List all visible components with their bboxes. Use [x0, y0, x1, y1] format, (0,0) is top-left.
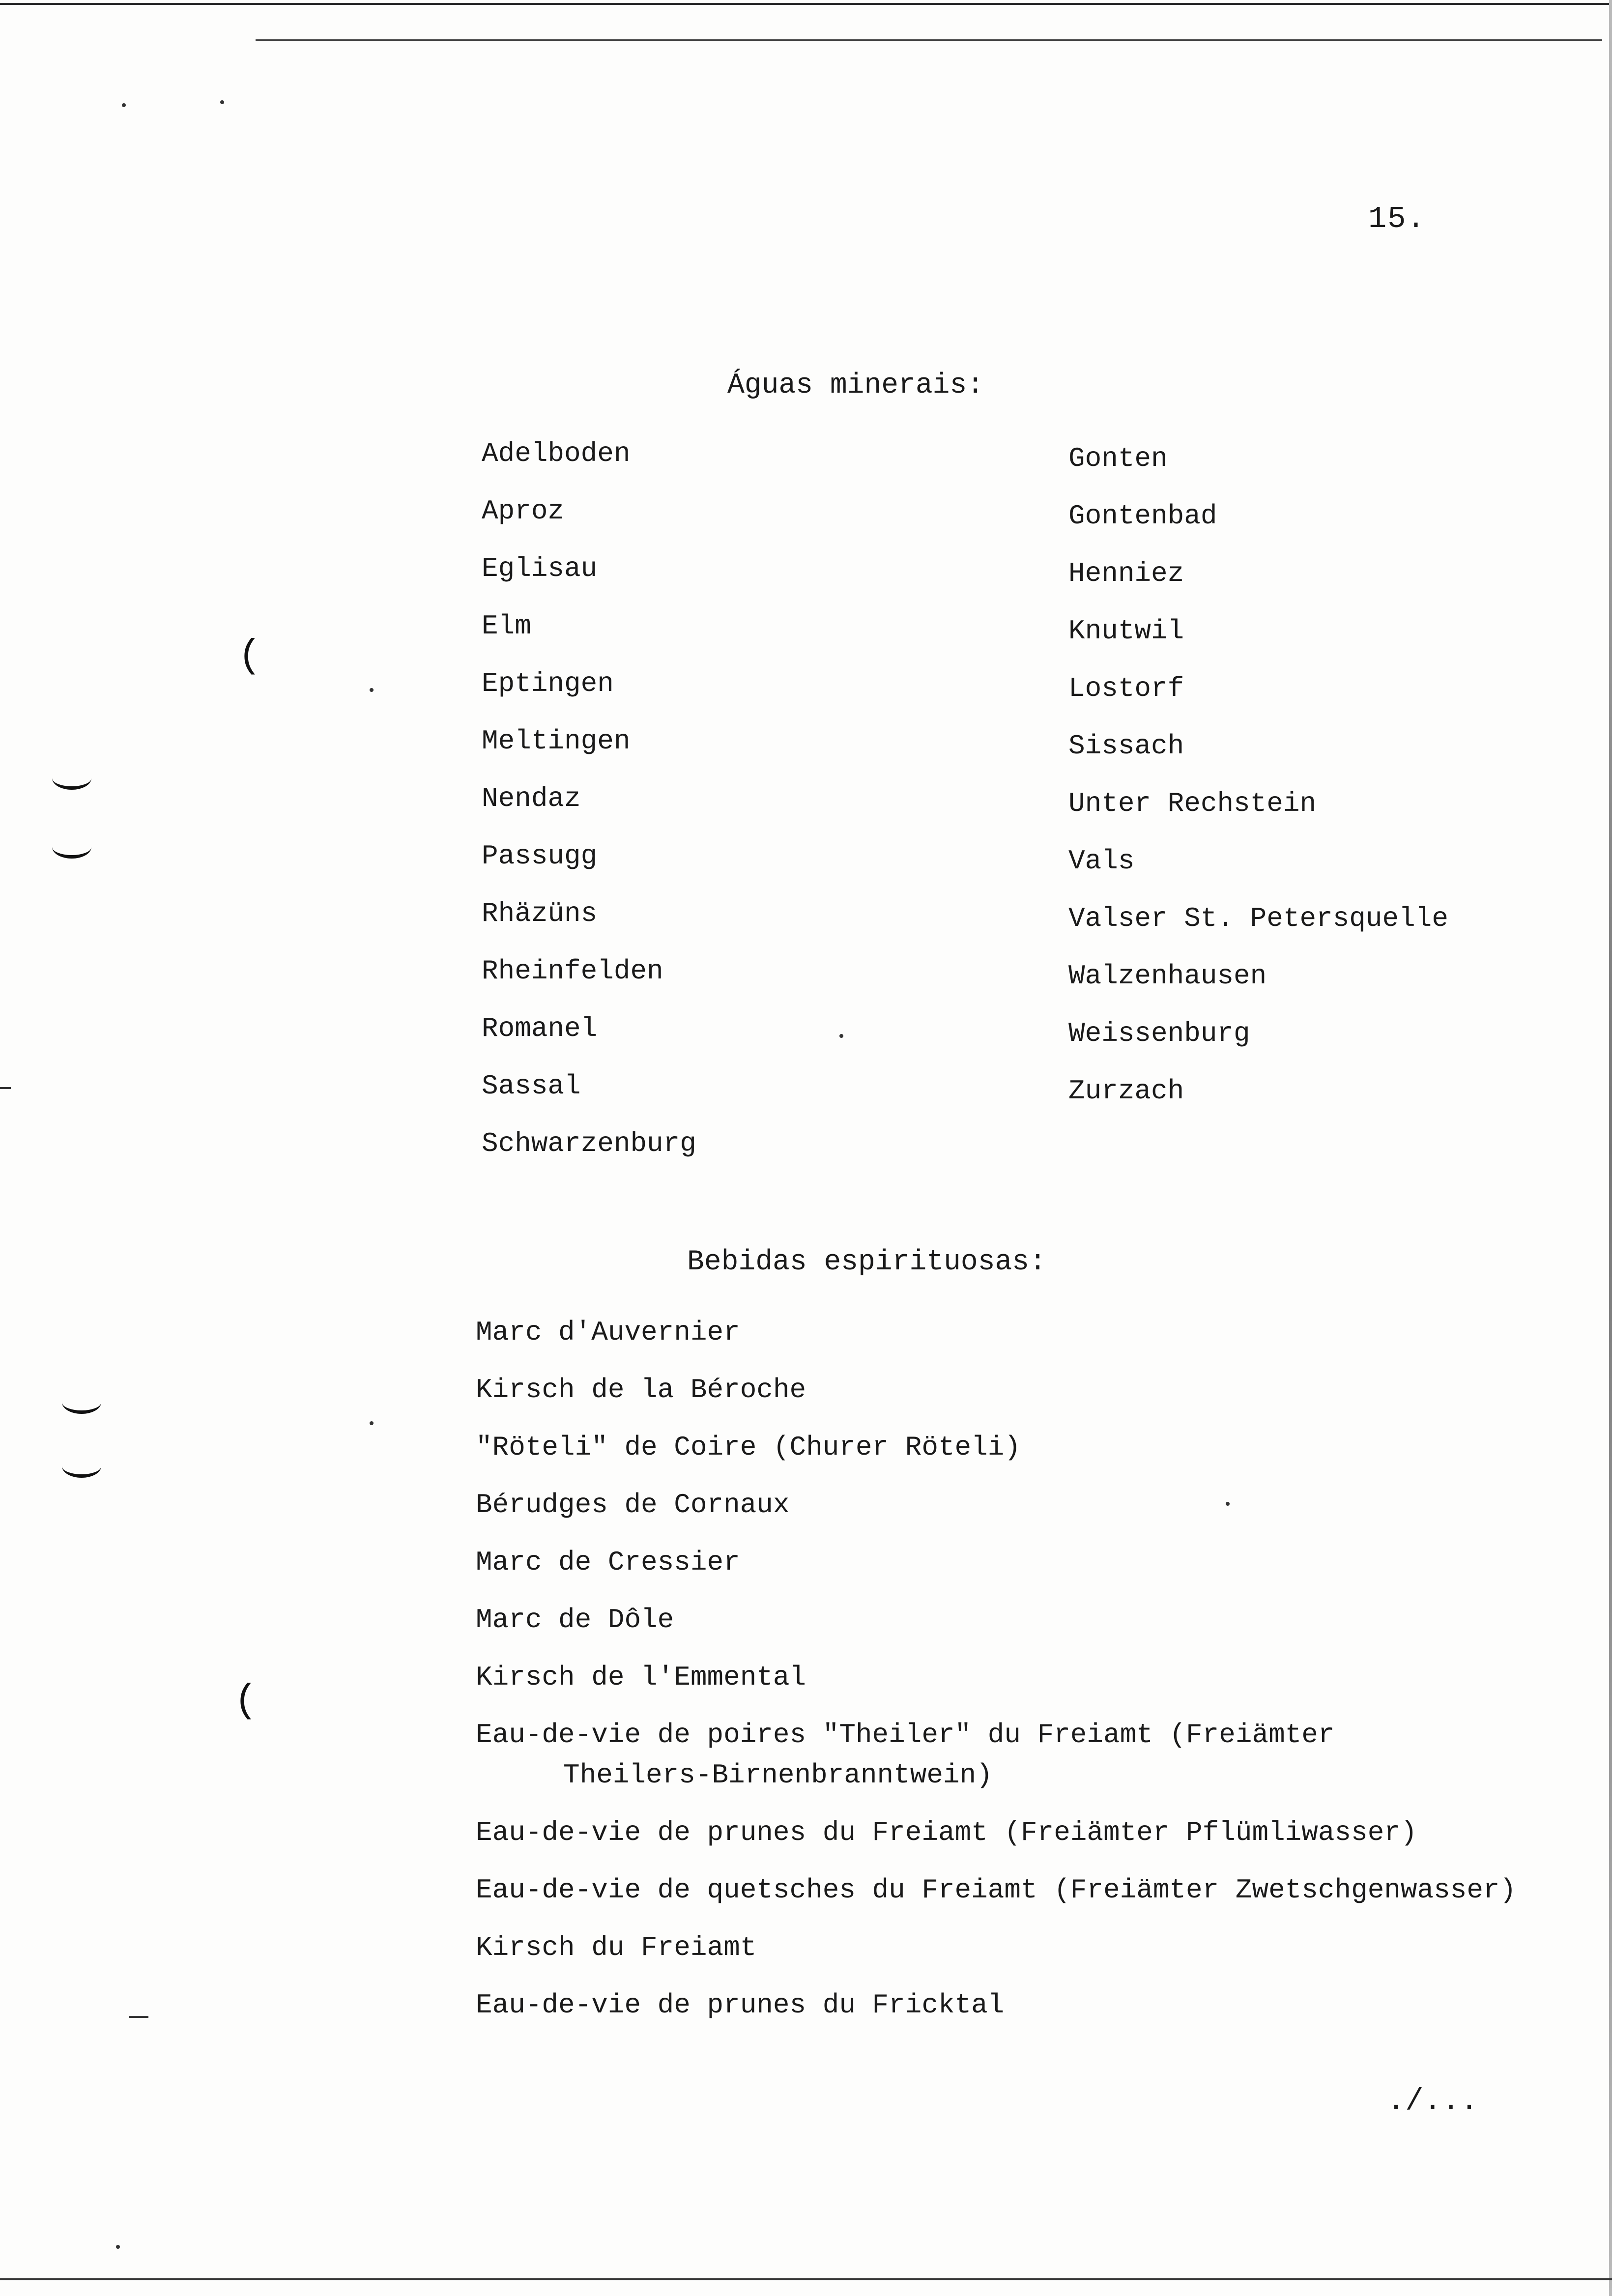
list-item: Gontenbad: [1068, 500, 1217, 532]
spirits-list: [476, 1315, 1586, 2045]
top-rule-line: [256, 39, 1602, 41]
right-edge-shadow: [1609, 0, 1612, 2296]
list-item: [476, 1660, 1586, 1694]
list-item: Vals: [1068, 845, 1135, 877]
list-item-continuation: Theilers-Birnenbranntwein): [563, 1759, 993, 1791]
list-item-text: Kirsch de la Béroche: [476, 1374, 806, 1406]
list-item: [476, 1988, 1586, 2022]
margin-mark: (: [234, 1679, 258, 1723]
list-item: Zurzach: [1068, 1075, 1184, 1107]
list-item: [476, 1930, 1586, 1965]
list-item: Eglisau: [482, 553, 598, 584]
list-item: [476, 1873, 1586, 1907]
list-item: Weissenburg: [1068, 1018, 1250, 1049]
list-item: Aproz: [482, 495, 565, 527]
list-item: Lostorf: [1068, 673, 1184, 704]
scan-speck: [370, 1421, 374, 1425]
list-item-text: Eau-de-vie de prunes du Freiamt (Freiämter Pflümliwasser): [476, 1817, 1417, 1848]
list-item: Valser St. Petersquelle: [1068, 903, 1448, 934]
list-item: Sassal: [482, 1070, 581, 1102]
scan-speck: [122, 103, 126, 107]
list-item-text: "Röteli" de Coire (Churer Röteli): [476, 1432, 1021, 1463]
list-item-text: Bérudges de Cornaux: [476, 1489, 790, 1521]
list-item: [476, 1545, 1586, 1579]
scan-speck: [220, 100, 224, 104]
list-item: Rheinfelden: [482, 955, 663, 987]
page-number: 15.: [1368, 201, 1426, 236]
section-heading-bebidas: Bebidas espirituosas:: [687, 1246, 1046, 1278]
margin-mark: [52, 835, 91, 859]
margin-mark: [62, 1391, 101, 1414]
bottom-edge-line: [0, 2278, 1612, 2280]
list-item-text: Kirsch de l'Emmental: [476, 1662, 806, 1693]
list-item: Henniez: [1068, 558, 1184, 589]
list-item: Romanel: [482, 1013, 598, 1044]
list-item: Passugg: [482, 840, 598, 872]
list-item: [476, 1430, 1586, 1464]
list-item: [476, 1488, 1586, 1522]
list-item: Nendaz: [482, 783, 581, 814]
scan-speck: [116, 2245, 120, 2249]
list-item-text: Eau-de-vie de poires "Theiler" du Freiamt (Freiämter: [476, 1719, 1335, 1751]
list-item: Eptingen: [482, 668, 614, 699]
list-item-text: Eau-de-vie de prunes du Fricktal: [476, 1989, 1005, 2021]
margin-mark: (: [238, 634, 262, 679]
list-item: Knutwil: [1068, 615, 1184, 647]
scan-mark: [129, 2016, 148, 2018]
margin-mark: [52, 767, 91, 790]
top-edge-line: [0, 3, 1612, 5]
margin-mark: [62, 1455, 101, 1478]
continuation-mark: ./...: [1387, 2084, 1479, 2119]
scan-mark: [0, 1087, 11, 1089]
list-item: Schwarzenburg: [482, 1128, 696, 1159]
list-item-text: Marc de Dôle: [476, 1604, 674, 1636]
list-item: [476, 1815, 1586, 1850]
mineral-waters-right-column: [1068, 441, 1448, 1131]
scan-speck: [370, 688, 374, 692]
list-item: Sissach: [1068, 730, 1184, 762]
list-item: Gonten: [1068, 443, 1168, 474]
list-item: [476, 1373, 1586, 1407]
list-item: Unter Rechstein: [1068, 788, 1317, 819]
list-item-text: Marc d'Auvernier: [476, 1317, 740, 1348]
list-item: Walzenhausen: [1068, 960, 1267, 992]
section-heading-minerais: Águas minerais:: [727, 370, 984, 402]
list-item: Rhäzüns: [482, 898, 598, 929]
mineral-waters-left-column: [482, 436, 696, 1184]
list-item-text: Eau-de-vie de quetsches du Freiamt (Freiämter Zwetschgenwasser): [476, 1874, 1517, 1906]
scan-speck: [839, 1034, 843, 1038]
list-item: [476, 1315, 1586, 1349]
list-item: Meltingen: [482, 725, 631, 757]
list-item: Elm: [482, 610, 531, 642]
list-item: Adelboden: [482, 438, 631, 469]
list-item: [476, 1603, 1586, 1637]
list-item: [476, 1718, 1586, 1792]
list-item-text: Marc de Cressier: [476, 1547, 740, 1578]
list-item-text: Kirsch du Freiamt: [476, 1932, 757, 1963]
